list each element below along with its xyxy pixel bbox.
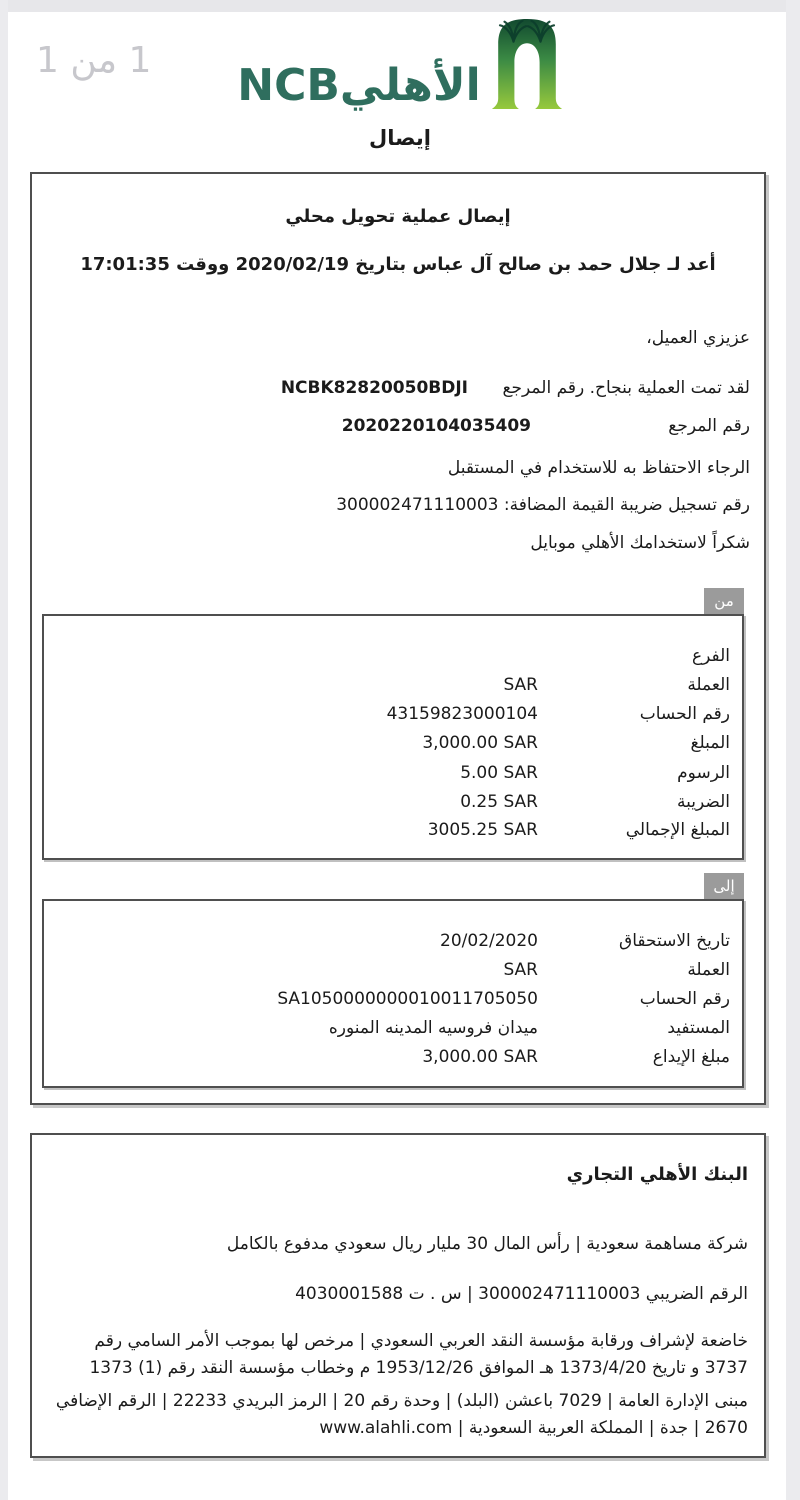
from-row-fees [44, 763, 742, 792]
from-row-account-number [44, 704, 742, 733]
row-value: SAR [503, 675, 538, 695]
viewer-gutter-left [0, 0, 8, 1500]
reference-label: رقم المرجع [668, 416, 750, 436]
address-paragraph: مبنى الإدارة العامة | 7029 باعشن (البلد) | وحدة رقم 20 | الرمز البريدي 22233 | الرقم الإضافي 2670 | جدة | المملكة العربية السعودية | www.alahli.com [55, 1391, 748, 1438]
bank-info-box [30, 1133, 766, 1458]
from-row-branch [44, 646, 742, 675]
to-row-currency [44, 960, 742, 989]
row-label: المبلغ [690, 733, 730, 753]
to-section-box [42, 899, 744, 1088]
to-section-tab: إلى [704, 873, 744, 899]
to-row-account-number [44, 989, 742, 1018]
row-label: مبلغ الإيداع [652, 1047, 730, 1067]
document-type-title: إيصال [369, 126, 431, 150]
ncb-gate-icon [491, 16, 563, 112]
bank-name-heading: البنك الأهلي التجاري [566, 1164, 748, 1185]
from-section-tab: من [704, 588, 744, 614]
row-label: العملة [687, 960, 730, 980]
row-label: الضريبة [676, 792, 730, 812]
bank-logo [0, 10, 800, 112]
row-label: المبلغ الإجمالي [625, 820, 730, 840]
row-value: 5.00 SAR [460, 763, 538, 783]
success-reference-value: NCBK82820050BDJI [280, 378, 468, 398]
to-row-deposit-amount [44, 1047, 742, 1076]
vat-registration-text: رقم تسجيل ضريبة القيمة المضافة: 300002471110003 [336, 495, 750, 515]
row-value: SAR [503, 960, 538, 980]
viewer-gutter-right [786, 0, 800, 1500]
row-label: المستفيد [667, 1018, 730, 1038]
row-value: 20/02/2020 [440, 931, 538, 951]
from-row-currency [44, 675, 742, 704]
row-label: الرسوم [677, 763, 730, 783]
row-label: رقم الحساب [639, 704, 730, 724]
tax-cr-line: الرقم الضريبي 300002471110003 | س . ت 4030001588 [295, 1284, 748, 1304]
row-value: 0.25 SAR [460, 792, 538, 812]
reference-number-value: 2020220104035409 [341, 416, 531, 436]
from-row-tax [44, 792, 742, 821]
row-value: 3,000.00 SAR [422, 733, 538, 753]
receipt-main-box [30, 172, 766, 1105]
keep-note-text: الرجاء الاحتفاظ به للاستخدام في المستقبل [447, 458, 750, 478]
success-label: لقد تمت العملية بنجاح. رقم المرجع [502, 378, 750, 398]
license-paragraph: خاضعة لإشراف ورقابة مؤسسة النقد العربي السعودي | مرخص لها بموجب الأمر السامي رقم 3737 و تاريخ 1373/4/20 هـ الموافق 1953/12/26 م وخطاب مؤسسة النقد رقم (1) 1373 [89, 1331, 748, 1378]
page-number-indicator: 1 من 1 [36, 40, 152, 81]
from-row-amount [44, 733, 742, 762]
receipt-prepared-line: أعد لـ جلال حمد بن صالح آل عباس بتاريخ 2020/02/19 ووقت 17:01:35 [80, 254, 716, 275]
thanks-text: شكراً لاستخدامك الأهلي موبايل [530, 533, 750, 553]
row-label: العملة [687, 675, 730, 695]
row-value: ميدان فروسيه المدينه المنوره [328, 1018, 538, 1038]
to-row-due-date [44, 931, 742, 960]
row-label: الفرع [691, 646, 730, 666]
row-value: 3,000.00 SAR [422, 1047, 538, 1067]
row-label: تاريخ الاستحقاق [619, 931, 730, 951]
row-value: 43159823000104 [386, 704, 538, 724]
from-section-box [42, 614, 744, 860]
company-capital-line: شركة مساهمة سعودية | رأس المال 30 مليار ريال سعودي مدفوع بالكامل [226, 1234, 748, 1254]
row-value: SA1050000000010011705050 [277, 989, 538, 1009]
greeting-text: عزيزي العميل، [646, 328, 750, 348]
receipt-title: إيصال عملية تحويل محلي [285, 206, 511, 227]
row-label: رقم الحساب [639, 989, 730, 1009]
from-row-total-amount [44, 820, 742, 849]
to-row-beneficiary [44, 1018, 742, 1047]
bank-logo-wordmark: NCBالأهلي [237, 60, 481, 111]
row-value: 3005.25 SAR [427, 820, 538, 840]
